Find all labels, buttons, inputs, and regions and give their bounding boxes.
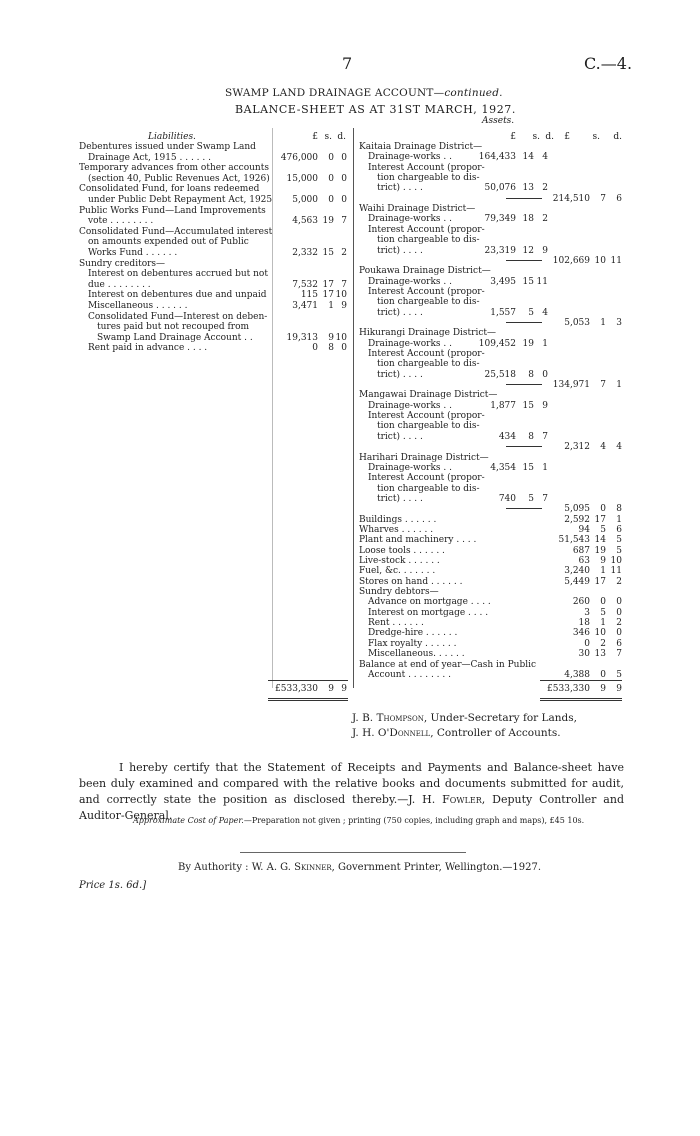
liabilities-row-label: under Public Debt Repayment Act, 1925 (88, 195, 273, 205)
assets-row-label: Balance at end of year—Cash in Public (359, 659, 536, 670)
assets-row-inner-shillings: 5 (528, 493, 534, 504)
balance-sheet-subtitle: BALANCE-SHEET AS AT 31ST MARCH, 1927. (235, 103, 516, 116)
assets-row-outer-shillings: 13 (594, 649, 606, 660)
assets-row-inner-pounds: 79,349 (484, 214, 516, 225)
assets-row-outer-shillings: 0 (600, 669, 606, 680)
assets-row-label: Flax royalty . . . . . . (368, 638, 457, 649)
assets-row-label: trict) . . . . (377, 493, 423, 504)
assets-row-label: trict) . . . . (377, 183, 423, 194)
assets-row-outer-pounds: 5,053 (564, 317, 590, 328)
liabilities-row-pounds: 7,532 (292, 279, 318, 290)
assets-row-outer-pence: 0 (616, 597, 622, 608)
assets-row-outer-shillings: 1 (600, 566, 606, 577)
liabilities-row-pence: 7 (341, 216, 347, 227)
assets-row-outer-pence: 5 (616, 545, 622, 556)
assets-row-inner-shillings: 18 (522, 214, 534, 225)
assets-row-inner-pence: 4 (542, 152, 548, 163)
assets-row-outer-pounds: 214,510 (552, 193, 590, 204)
assets-row-label: tion chargeable to dis- (377, 421, 480, 432)
certificate-signer-role: , Deputy Controller and Auditor-General. (79, 793, 624, 822)
imprint-prefix: By Authority : (178, 862, 249, 873)
assets-row-label: Drainage-works . . (368, 400, 452, 411)
liabilities-row-label: Debentures issued under Swamp Land (79, 142, 256, 152)
assets-row-outer-pence: 8 (616, 504, 622, 515)
assets-row-outer-pence: 2 (616, 618, 622, 629)
assets-row-label: Stores on hand . . . . . . (359, 576, 463, 587)
signature-odonnell-role: , Controller of Accounts. (430, 727, 561, 739)
liabilities-row-label: Miscellaneous . . . . . . (88, 301, 188, 311)
liabilities-row-pounds: 2,332 (292, 248, 318, 258)
assets-row-label: Sundry debtors— (359, 587, 439, 598)
assets-row-inner-pence: 1 (542, 462, 548, 473)
assets-row-inner-pounds: 1,877 (490, 400, 516, 411)
assets-subtotal-rule (506, 508, 542, 509)
liabilities-row-pounds: 115 (300, 290, 318, 301)
liabilities-row-pence: 2 (341, 248, 347, 258)
account-title-suffix: continued. (444, 87, 503, 99)
assets-row-outer-pence: 3 (616, 317, 622, 328)
liabilities-row-pence: 0 (341, 343, 347, 354)
assets-total-rule (540, 680, 622, 681)
assets-row-outer-shillings: 4 (600, 442, 606, 453)
assets-row-inner-shillings: 14 (522, 152, 534, 163)
assets-row-outer-pence: 5 (616, 535, 622, 546)
imprint-suffix: , Government Printer, Wellington.—1927. (331, 862, 542, 873)
assets-row-outer-pounds: 3,240 (564, 566, 590, 577)
assets-total-shillings: 9 (600, 684, 606, 694)
assets-row-label: Dredge-hire . . . . . . (368, 628, 458, 639)
liabilities-currency-header: s. (324, 132, 332, 142)
assets-row-label: Drainage-works . . (368, 338, 452, 349)
liabilities-row-shillings: 0 (328, 152, 334, 163)
assets-row-label: Interest Account (propor- (368, 349, 485, 359)
assets-row-outer-pence: 1 (616, 380, 622, 391)
assets-row-inner-pounds: 1,557 (490, 307, 516, 318)
assets-row-label: Wharves . . . . . . (359, 524, 434, 535)
assets-row-inner-pounds: 3,495 (490, 276, 516, 287)
assets-row-outer-pounds: 63 (578, 556, 590, 566)
liabilities-currency-header: £ (312, 132, 318, 142)
liabilities-row-pounds: 0 (312, 343, 318, 354)
liabilities-row-pence: 9 (341, 301, 347, 311)
liabilities-row-pence: 0 (341, 195, 347, 205)
assets-row-inner-pence: 2 (542, 214, 548, 225)
assets-row-outer-pence: 10 (610, 556, 622, 566)
assets-row-inner-shillings: 15 (522, 276, 534, 287)
assets-row-outer-shillings: 2 (600, 638, 606, 649)
certificate-text: I hereby certify that the Statement of Receipts and Payments and Balance-sheet have been duly examined and compared with the relative books and documents submitted for audit, and correctly state the position as disclosed thereby.— (79, 761, 624, 806)
liabilities-row-shillings: 8 (328, 343, 334, 354)
liabilities-row-label: Interest on debentures accrued but not (88, 269, 268, 280)
assets-row-outer-shillings: 0 (600, 597, 606, 608)
assets-row-inner-pounds: 164,433 (478, 152, 516, 163)
assets-row-outer-pounds: 102,669 (552, 255, 590, 266)
liabilities-row-pence: 0 (341, 173, 347, 184)
liabilities-row-label: Rent paid in advance . . . . (88, 343, 208, 354)
signature-odonnell (352, 727, 561, 739)
imprint-rule (240, 852, 466, 853)
signature-thompson-role: , Under-Secretary for Lands, (423, 712, 577, 724)
assets-row-inner-shillings: 8 (528, 431, 534, 442)
audit-certificate (79, 760, 624, 824)
assets-row-label: Kaitaia Drainage District— (359, 142, 483, 152)
assets-row-outer-pounds: 2,312 (564, 442, 590, 453)
assets-row-outer-pence: 1 (616, 514, 622, 525)
liabilities-row-label: Consolidated Fund—Interest on deben- (88, 311, 268, 322)
assets-row-label: tion chargeable to dis- (377, 235, 480, 246)
assets-row-outer-pounds: 260 (572, 597, 590, 608)
liabilities-row-label: Drainage Act, 1915 . . . . . . (88, 152, 211, 163)
assets-row-outer-pounds: 18 (578, 618, 590, 629)
assets-subtotal-rule (506, 322, 542, 323)
assets-row-label: Interest Account (propor- (368, 286, 485, 297)
assets-row-inner-pence: 0 (542, 369, 548, 380)
assets-row-label: trict) . . . . (377, 431, 423, 442)
assets-row-outer-shillings: 9 (600, 556, 606, 566)
assets-row-outer-shillings: 7 (600, 380, 606, 391)
assets-row-label: Interest Account (propor- (368, 224, 485, 235)
assets-currency-header: £ (510, 132, 516, 142)
assets-row-label: Loose tools . . . . . . (359, 545, 445, 556)
assets-row-outer-pounds: 134,971 (552, 380, 590, 391)
liabilities-row-shillings: 19 (322, 216, 334, 227)
imprint-printer: W. A. G. Skinner (251, 862, 332, 873)
assets-row-inner-shillings: 15 (522, 462, 534, 473)
liabilities-row-label: Works Fund . . . . . . (88, 248, 178, 258)
liabilities-row-label: Temporary advances from other accounts (79, 163, 269, 174)
assets-row-inner-shillings: 12 (522, 245, 534, 256)
cost-note (133, 816, 584, 825)
assets-row-label: Drainage-works . . (368, 214, 452, 225)
liabilities-row-pence: 10 (335, 332, 347, 343)
cost-note-label: Approximate Cost of Paper. (133, 816, 244, 825)
assets-row-outer-shillings: 17 (594, 514, 606, 525)
assets-row-inner-pounds: 25,518 (484, 369, 516, 380)
liabilities-total-pence: 9 (341, 684, 347, 694)
assets-row-label: Rent . . . . . . (368, 618, 424, 629)
assets-row-label: Mangawai Drainage District— (359, 390, 498, 401)
assets-row-label: Drainage-works . . (368, 462, 452, 473)
assets-row-outer-pence: 11 (610, 255, 622, 266)
assets-row-outer-pounds: 3 (584, 607, 590, 618)
assets-row-label: Live-stock . . . . . . (359, 556, 440, 566)
assets-row-outer-shillings: 14 (594, 535, 606, 546)
signature-thompson (352, 712, 577, 724)
assets-row-label: Miscellaneous. . . . . . (368, 649, 465, 660)
assets-row-label: Interest on mortgage . . . . (368, 607, 489, 618)
assets-row-outer-pence: 6 (616, 193, 622, 204)
cost-note-text: —Preparation not given ; printing (750 copies, including graph and maps), £45 10s. (243, 816, 585, 825)
assets-row-outer-pounds: 687 (572, 545, 590, 556)
liabilities-total-shillings: 9 (328, 684, 334, 694)
assets-row-label: Waihi Drainage District— (359, 204, 476, 215)
assets-subtotal-rule (506, 446, 542, 447)
liabilities-row-pence: 7 (341, 279, 347, 290)
assets-row-inner-shillings: 5 (528, 307, 534, 318)
liabilities-row-label: due . . . . . . . . (88, 279, 151, 290)
liabilities-row-pence: 10 (335, 290, 347, 301)
liabilities-row-pounds: 5,000 (292, 195, 318, 205)
assets-row-outer-pence: 6 (616, 638, 622, 649)
assets-subtotal-rule (506, 260, 542, 261)
assets-row-outer-shillings: 10 (594, 255, 606, 266)
assets-row-outer-pounds: 5,449 (564, 576, 590, 587)
assets-currency-header: s. (592, 132, 600, 142)
assets-row-outer-pence: 7 (616, 649, 622, 660)
assets-row-label: Advance on mortgage . . . . (368, 597, 491, 608)
assets-row-inner-shillings: 15 (522, 400, 534, 411)
liabilities-row-shillings: 0 (328, 173, 334, 184)
account-title (225, 87, 503, 99)
assets-row-label: tion chargeable to dis- (377, 483, 480, 494)
assets-row-inner-pence: 7 (542, 431, 548, 442)
center-divider (353, 128, 354, 688)
assets-row-label: tion chargeable to dis- (377, 297, 480, 308)
liabilities-row-shillings: 17 (322, 290, 334, 301)
assets-row-inner-pounds: 740 (498, 493, 516, 504)
assets-row-label: Drainage-works . . (368, 152, 452, 163)
liabilities-row-label: Public Works Fund—Land Improvements (79, 205, 266, 216)
assets-total-pounds: £533,330 (547, 684, 590, 694)
assets-row-outer-shillings: 0 (600, 504, 606, 515)
assets-row-label: Harihari Drainage District— (359, 452, 489, 463)
liabilities-row-label: Interest on debentures due and unpaid (88, 290, 267, 301)
assets-row-label: Interest Account (propor- (368, 162, 485, 173)
assets-row-label: Fuel, &c. . . . . . . (359, 566, 436, 577)
assets-row-inner-pounds: 434 (498, 431, 516, 442)
liabilities-row-label: Swamp Land Drainage Account . . (97, 332, 253, 343)
assets-row-outer-pounds: 346 (572, 628, 590, 639)
assets-row-label: Interest Account (propor- (368, 473, 485, 484)
assets-row-outer-shillings: 1 (600, 317, 606, 328)
assets-total-double-rule (540, 698, 622, 701)
liabilities-row-label: Consolidated Fund, for loans redeemed (79, 184, 260, 195)
liabilities-row-shillings: 17 (322, 279, 334, 290)
liabilities-row-label: Sundry creditors— (79, 258, 166, 269)
assets-row-outer-shillings: 5 (600, 607, 606, 618)
assets-subtotal-rule (506, 384, 542, 385)
assets-row-inner-pence: 7 (542, 493, 548, 504)
assets-row-outer-pence: 2 (616, 576, 622, 587)
assets-row-inner-pence: 9 (542, 245, 548, 256)
liabilities-row-pounds: 19,313 (286, 332, 318, 343)
assets-row-inner-shillings: 19 (522, 338, 534, 349)
assets-row-outer-pounds: 5,095 (564, 504, 590, 515)
assets-row-label: trict) . . . . (377, 307, 423, 318)
liabilities-row-pounds: 4,563 (292, 216, 318, 227)
assets-row-outer-shillings: 10 (594, 628, 606, 639)
assets-row-outer-shillings: 19 (594, 545, 606, 556)
assets-currency-header: s. (532, 132, 540, 142)
assets-total-pence: 9 (616, 684, 622, 694)
assets-row-outer-shillings: 17 (594, 576, 606, 587)
price: Price 1s. 6d.] (79, 880, 147, 891)
liabilities-total-pounds: £533,330 (275, 684, 318, 694)
assets-row-label: trict) . . . . (377, 245, 423, 256)
assets-row-outer-shillings: 5 (600, 524, 606, 535)
assets-row-inner-pence: 11 (536, 276, 548, 287)
assets-row-inner-pounds: 4,354 (490, 462, 516, 473)
assets-row-inner-pounds: 109,452 (478, 338, 516, 349)
assets-row-label: Drainage-works . . (368, 276, 452, 287)
liabilities-row-label: (section 40, Public Revenues Act, 1926) (88, 173, 270, 184)
assets-row-outer-pence: 6 (616, 524, 622, 535)
assets-row-outer-pounds: 2,592 (564, 514, 590, 525)
liabilities-total-rule (268, 680, 348, 681)
liabilities-heading: Liabilities. (148, 132, 196, 142)
liabilities-row-label: tures paid but not recouped from (97, 322, 250, 333)
liabilities-row-pounds: 3,471 (292, 301, 318, 311)
assets-row-outer-pounds: 94 (578, 524, 590, 535)
signature-odonnell-name: J. H. O'Donnell (352, 727, 431, 739)
assets-row-inner-pounds: 23,319 (484, 245, 516, 256)
assets-row-outer-pounds: 4,388 (564, 669, 590, 680)
assets-row-outer-pounds: 51,543 (558, 535, 590, 546)
liabilities-row-label: vote . . . . . . . . (88, 216, 154, 227)
assets-row-outer-pounds: 0 (584, 638, 590, 649)
assets-row-inner-pounds: 50,076 (484, 183, 516, 194)
assets-row-inner-pence: 2 (542, 183, 548, 194)
assets-row-label: Account . . . . . . . . (368, 669, 451, 680)
assets-row-inner-shillings: 8 (528, 369, 534, 380)
assets-row-label: trict) . . . . (377, 369, 423, 380)
assets-row-outer-pounds: 30 (578, 649, 590, 660)
imprint (178, 862, 541, 873)
assets-row-outer-pence: 0 (616, 628, 622, 639)
liabilities-amount-divider (272, 128, 273, 688)
assets-row-inner-shillings: 13 (522, 183, 534, 194)
account-title-main: SWAMP LAND DRAINAGE ACCOUNT— (225, 87, 445, 99)
signature-thompson-name: J. B. Thompson (352, 712, 424, 724)
assets-row-outer-pence: 11 (610, 566, 622, 577)
assets-row-outer-pence: 5 (616, 669, 622, 680)
liabilities-currency-header: d. (337, 132, 346, 142)
assets-row-outer-shillings: 1 (600, 618, 606, 629)
assets-row-inner-pence: 4 (542, 307, 548, 318)
liabilities-row-shillings: 0 (328, 195, 334, 205)
liabilities-row-label: on amounts expended out of Public (88, 237, 249, 248)
assets-currency-header: £ (564, 132, 570, 142)
assets-row-label: tion chargeable to dis- (377, 359, 480, 370)
assets-row-outer-shillings: 7 (600, 193, 606, 204)
liabilities-row-pence: 0 (341, 152, 347, 163)
liabilities-row-shillings: 9 (328, 332, 334, 343)
assets-row-label: Buildings . . . . . . (359, 514, 437, 525)
assets-subtotal-rule (506, 198, 542, 199)
assets-row-label: tion chargeable to dis- (377, 173, 480, 184)
assets-row-outer-pence: 0 (616, 607, 622, 618)
assets-currency-header: d. (613, 132, 622, 142)
assets-row-label: Poukawa Drainage District— (359, 266, 491, 277)
assets-heading: Assets. (482, 116, 515, 126)
liabilities-row-shillings: 1 (328, 301, 334, 311)
liabilities-row-label: Consolidated Fund—Accumulated interest (79, 226, 273, 237)
page-number: 7 (342, 54, 353, 73)
liabilities-total-double-rule (268, 698, 348, 701)
assets-row-label: Interest Account (propor- (368, 411, 485, 422)
liabilities-row-shillings: 15 (322, 248, 334, 258)
liabilities-row-pounds: 476,000 (280, 152, 318, 163)
assets-row-inner-pence: 1 (542, 338, 548, 349)
certificate-signer: J. H. Fowler (408, 793, 482, 806)
assets-currency-header: d. (545, 132, 554, 142)
liabilities-row-pounds: 15,000 (286, 173, 318, 184)
assets-row-outer-pence: 4 (616, 442, 622, 453)
report-code: C.—4. (584, 54, 633, 73)
assets-row-label: Plant and machinery . . . . (359, 535, 477, 546)
assets-row-inner-pence: 9 (542, 400, 548, 411)
assets-row-label: Hikurangi Drainage District— (359, 328, 496, 339)
